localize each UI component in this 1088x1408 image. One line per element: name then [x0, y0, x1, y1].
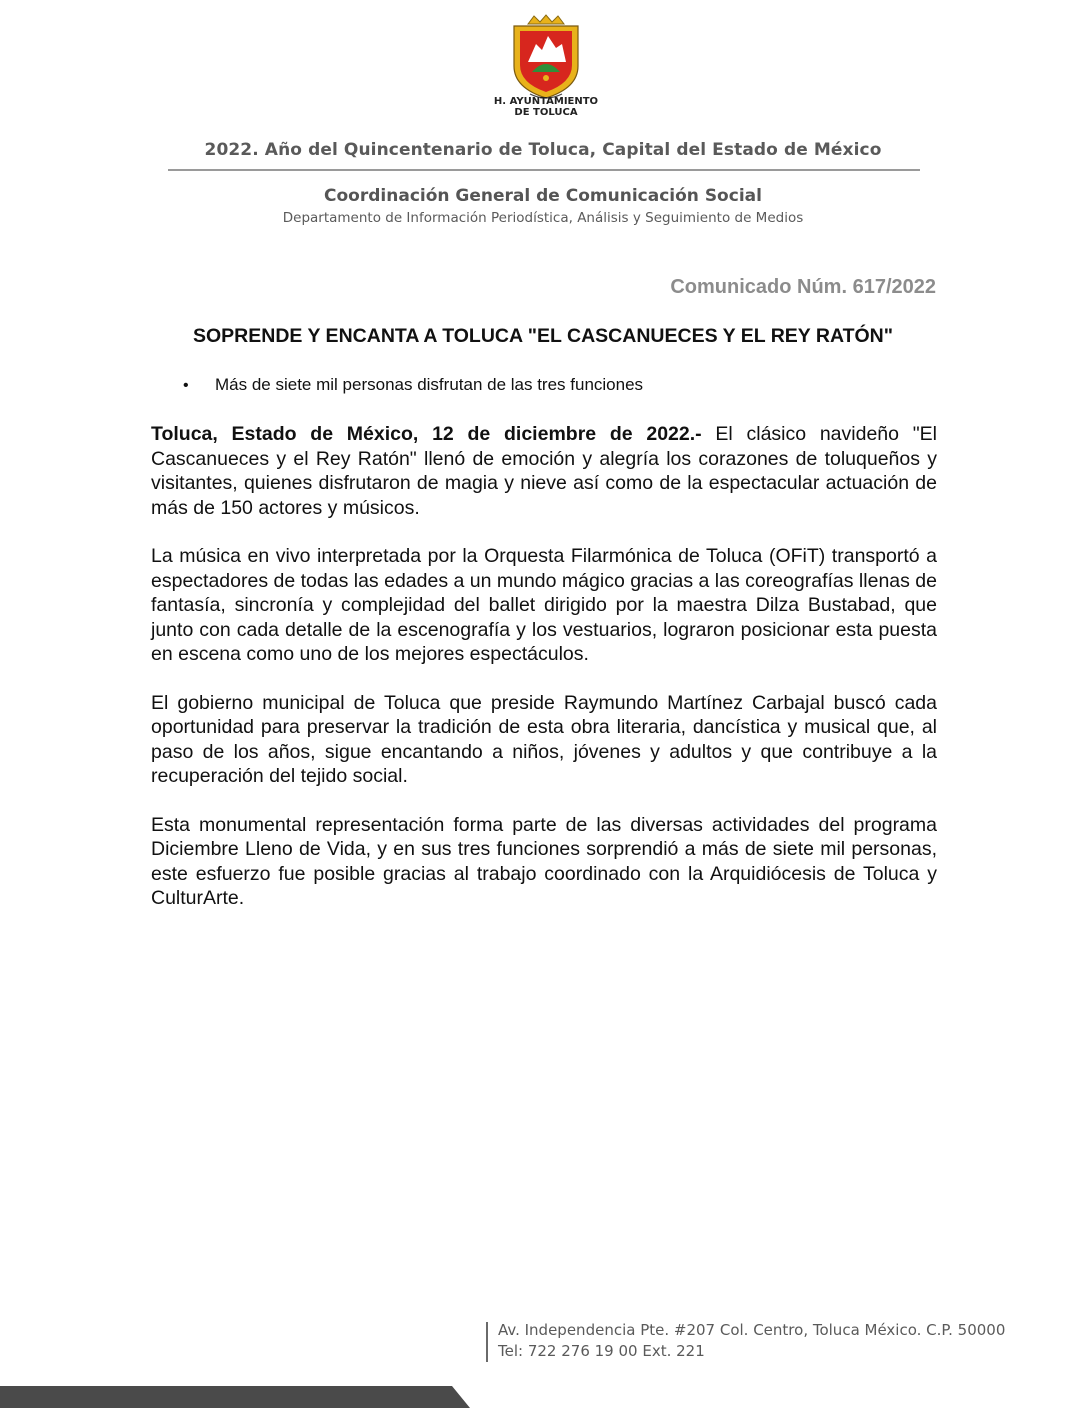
crest-caption-line1: H. AYUNTAMIENTO	[493, 96, 599, 107]
paragraph-1	[151, 422, 937, 520]
crest-caption	[470, 96, 622, 118]
footer-address: Av. Independencia Pte. #207 Col. Centro, Toluca México. C.P. 50000	[498, 1321, 1006, 1339]
footer-phone: Tel: 722 276 19 00 Ext. 221	[498, 1342, 705, 1360]
summary-bullets	[183, 374, 643, 397]
paragraph-4: Esta monumental representación forma parte de las diversas actividades del programa Diciembre Lleno de Vida, y en sus tres funciones sorprendió a más de siete mil personas, este esfuerzo fue posible gracias al trabajo coordinado con la Arquidiócesis de Toluca y CulturArte.	[151, 813, 937, 909]
bullet-icon: •	[183, 377, 189, 394]
article-body	[151, 422, 937, 935]
department-subtitle: Departamento de Información Periodística, Análisis y Seguimiento de Medios	[282, 210, 804, 226]
dateline: Toluca, Estado de México, 12 de diciembre de 2022.-	[151, 423, 702, 445]
paragraph-1-text: El clásico navideño "El Cascanueces y el Rey Ratón" llenó de emoción y alegría los corazones de toluqueños y visitantes, quienes disfrutaron de magia y nieve así como de la espectacular actuación de más de 150 actores y músicos.	[151, 423, 937, 519]
toluca-coat-of-arms-icon	[508, 14, 584, 100]
footer-divider	[486, 1322, 488, 1362]
release-number: Comunicado Núm. 617/2022	[670, 276, 936, 298]
list-item	[183, 374, 643, 397]
bullet-text: Más de siete mil personas disfrutan de las tres funciones	[215, 375, 644, 394]
footer-contact	[498, 1320, 1005, 1362]
crest-caption-line2: DE TOLUCA	[514, 107, 578, 118]
header-divider	[168, 169, 920, 171]
footer-decorative-strip	[0, 1386, 470, 1408]
headline: SOPRENDE Y ENCANTA A TOLUCA "EL CASCANUECES Y EL REY RATÓN"	[192, 325, 894, 347]
paragraph-3: El gobierno municipal de Toluca que preside Raymundo Martínez Carbajal buscó cada oportunidad para preservar la tradición de esta obra literaria, dancística y musical que, al paso de los años, sigue encantando a niños, jóvenes y adultos y que contribuye a la recuperación del tejido social.	[151, 691, 937, 787]
department-title: Coordinación General de Comunicación Social	[324, 186, 762, 206]
paragraph-2: La música en vivo interpretada por la Orquesta Filarmónica de Toluca (OFiT) transportó a espectadores de todas las edades a un mundo mágico gracias a las coreografías llenas de fantasía, sincronía y complejidad del ballet dirigido por la maestra Dilza Bustabad, que junto con cada detalle de la escenografía y los vestuarios, lograron posicionar esta puesta en escena como uno de los mejores espectáculos.	[151, 545, 937, 665]
institutional-motto: 2022. Año del Quincentenario de Toluca, Capital del Estado de México	[204, 140, 882, 160]
